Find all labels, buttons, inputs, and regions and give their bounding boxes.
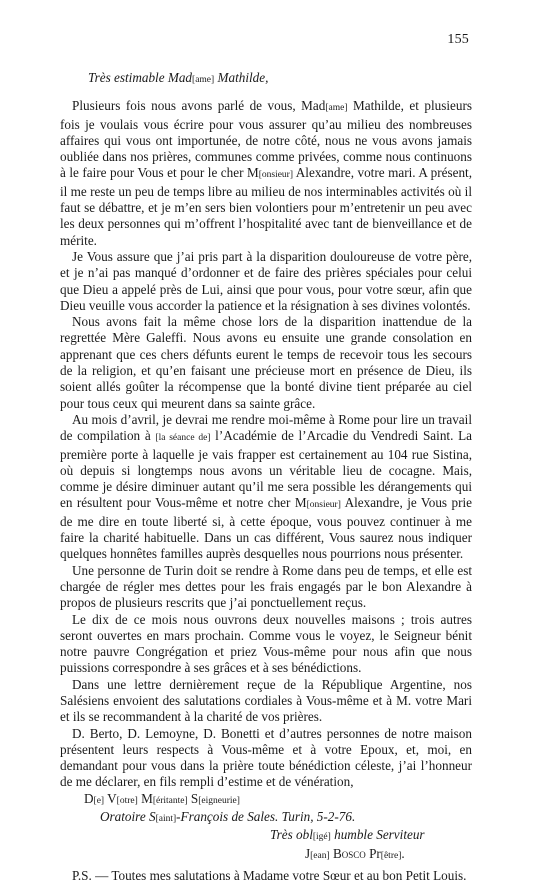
paragraph-5: Une personne de Turin doit se rendre à Rome dans peu de temps, et elle est chargée de régler mes dettes pour les frais engagés par le bon Alexandre à propos de plusieurs rescrits que j’ai ponctuellement reçus. — [60, 562, 472, 611]
postscript: P.S. — Toutes mes salutations à Madame votre Sœur et au bon Petit Louis. — [72, 867, 467, 883]
paragraph-3: Nous avons fait la même chose lors de la disparition inattendue de la regrettée Mère Galeffi. Nous avons eu ensuite une grande consolation en apprenant que ces chers défunts eurent le temps de recevoir tous les secours de la religion, et qu’en faisant une précieuse mort en présence de Dieu, ils soient allés goûter la récompense que la bonté divine tient préparée au ciel pour tous ceux qui meurent dans sa sainte grâce. — [60, 314, 472, 411]
paragraph-1: Plusieurs fois nous avons parlé de vous, Mad[ame] Mathilde, et plusieurs fois je voulais vous écrire pour vous assurer qu’au milieu des nombreuses affaires qui vous ont importunée, de notre côté, nous ne vous avons jamais oubliée dans nos prières, communes comme privées, comme nous continuons à le faire pour Vous et pour le cher M[onsieur] Alexandre, votre mari. A présent, il me reste un peu de temps libre au milieu de nos interminables activités où il faut se débattre, et je m’en sers bien volontiers pour m’entretenir un peu avec les deux personnes qui m’offrent l’hospitalité avec tant de bienveillance et de mérite. — [60, 98, 472, 248]
paragraph-4: Au mois d’avril, je devrai me rendre moi-même à Rome pour lire un travail de compilation à [la séance de] l’Académie de l’Arcadie du Vendredi Saint. La première porte à laquelle je vais frapper est certainement au 104 rue Sistina, où depuis si longtemps nous avons un véritable lieu de cocagne. Mais, comme je désire diminuer autant qu’il me sera possible les dérangements qui en résultent pour Vous-même et notre cher M[onsieur] Alexandre, je Vous prie de me dire en toute liberté si, à cette époque, vous pouvez continuer à me faire la charité habituelle. Dans un cas différent, Vous saurez nous indiquer quelques honnêtes familles auprès desquelles nous pourrions nous présenter. — [60, 411, 472, 562]
paragraph-8: D. Berto, D. Lemoyne, D. Bonetti et d’autres personnes de notre maison présentent leurs respects à Vous-même et à votre Epoux, et, moi, en demandant pour vous dans la prière toute bénédiction céleste, j’ai l’honneur de me déclarer, en fils rempli d’estime et de vénération, — [60, 725, 472, 790]
signature-name: J[ean] Bosco Pr[être]. — [305, 845, 405, 861]
letter-body — [60, 70, 472, 884]
paragraph-7: Dans une lettre dernièrement reçue de la République Argentine, nos Salésiens envoient des salutations cordiales à Vous-même et à M. votre Mari et ils se recommandent à la charité de vos prières. — [60, 676, 472, 725]
signature-abbreviation: D[e] V[otre] M[éritante] S[eigneurie] — [84, 790, 240, 806]
closing-place-date: Oratoire S[aint]-François de Sales. Turin, 5-2-76. — [100, 809, 356, 825]
page-number: 155 — [447, 32, 469, 47]
paragraph-2: Je Vous assure que j’ai pris part à la disparition douloureuse de votre père, et je n’ai pas manqué d’ordonner et de faire des prières spéciales pour celui que Dieu a appelé près de Lui, ainsi que pour vous, pour votre sœur, afin que Dieu veuille vous accorder la patience et la résignation à ses divines volontés. — [60, 248, 472, 313]
salutation: Très estimable Mad[ame] Mathilde, — [88, 70, 269, 85]
closing-servant: Très obl[igé] humble Serviteur — [270, 827, 425, 843]
paragraph-6: Le dix de ce mois nous ouvrons deux nouvelles maisons ; trois autres seront ouvertes en mars prochain. Comme vous le voyez, le Seigneur bénit notre pauvre Congrégation et priez Vous-même pour nous afin que nous puissions correspondre à ses grâces et à ses bénédictions. — [60, 611, 472, 676]
